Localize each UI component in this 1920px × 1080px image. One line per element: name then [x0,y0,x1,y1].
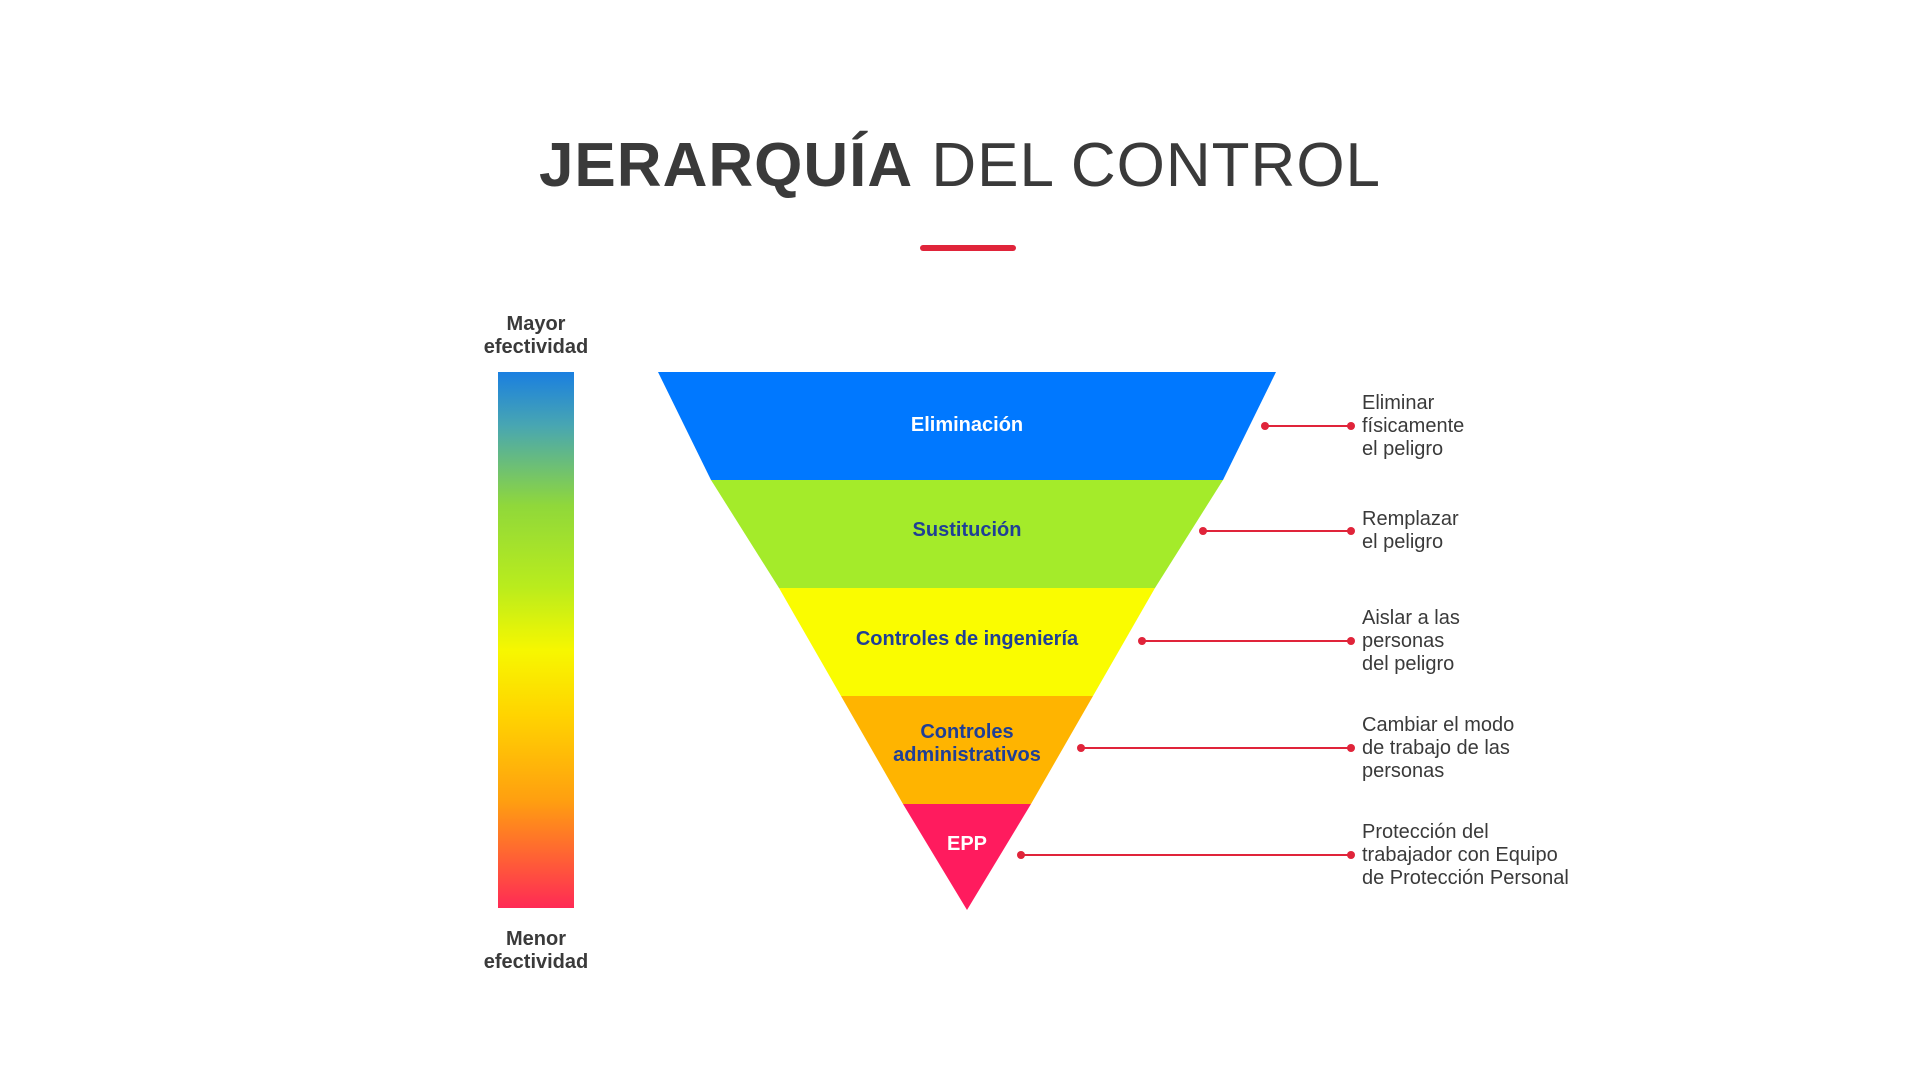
scale-top-line-2: efectividad [483,336,589,358]
description-line: Eliminar [1362,392,1435,414]
description-administrativos [1362,714,1662,783]
title-light: DEL CONTROL [931,131,1382,200]
description-line: Cambiar el modo [1362,714,1515,736]
description-line: personas [1362,630,1445,652]
level-label-line: Controles [920,721,1014,743]
level-label-ingenieria [807,628,1127,651]
level-label-line: Controles de ingeniería [855,628,1079,650]
description-line: trabajador con Equipo [1362,844,1558,866]
connector-dot-start [1138,637,1146,645]
connector-1 [1199,527,1355,535]
level-label-eliminacion [807,414,1127,437]
connector-dot-end [1347,637,1355,645]
connector-2 [1138,637,1355,645]
description-line: físicamente [1362,415,1465,437]
scale-bottom-line-1: Menor [506,928,566,950]
pyramid-band-epp [903,804,1031,910]
description-line: Remplazar [1362,508,1459,530]
description-sustitucion [1362,508,1662,554]
connector-dot-start [1199,527,1207,535]
level-label-sustitucion [807,519,1127,542]
level-label-line: EPP [946,833,988,855]
title-bold: JERARQUÍA [538,131,914,200]
description-ingenieria [1362,607,1662,676]
level-label-administrativos [807,721,1127,767]
description-line: de Protección Personal [1362,867,1569,889]
description-line: del peligro [1362,653,1455,675]
description-line: el peligro [1362,531,1444,553]
connector-dot-end [1347,744,1355,752]
level-label-epp [807,833,1127,856]
scale-top-line-1: Mayor [506,313,566,335]
scale-bottom-line-2: efectividad [483,951,589,973]
description-line: personas [1362,760,1445,782]
connector-dot-end [1347,527,1355,535]
connector-0 [1261,422,1355,430]
connector-dot-end [1347,422,1355,430]
description-line: el peligro [1362,438,1444,460]
level-label-line: Sustitución [912,519,1022,541]
description-line: Aislar a las [1362,607,1460,629]
description-eliminacion [1362,392,1662,461]
description-line: de trabajo de las [1362,737,1510,759]
description-epp [1362,821,1662,890]
level-label-line: administrativos [893,744,1041,766]
connector-dot-start [1261,422,1269,430]
level-label-line: Eliminación [910,414,1024,436]
connector-dot-end [1347,851,1355,859]
description-line: Protección del [1362,821,1489,843]
